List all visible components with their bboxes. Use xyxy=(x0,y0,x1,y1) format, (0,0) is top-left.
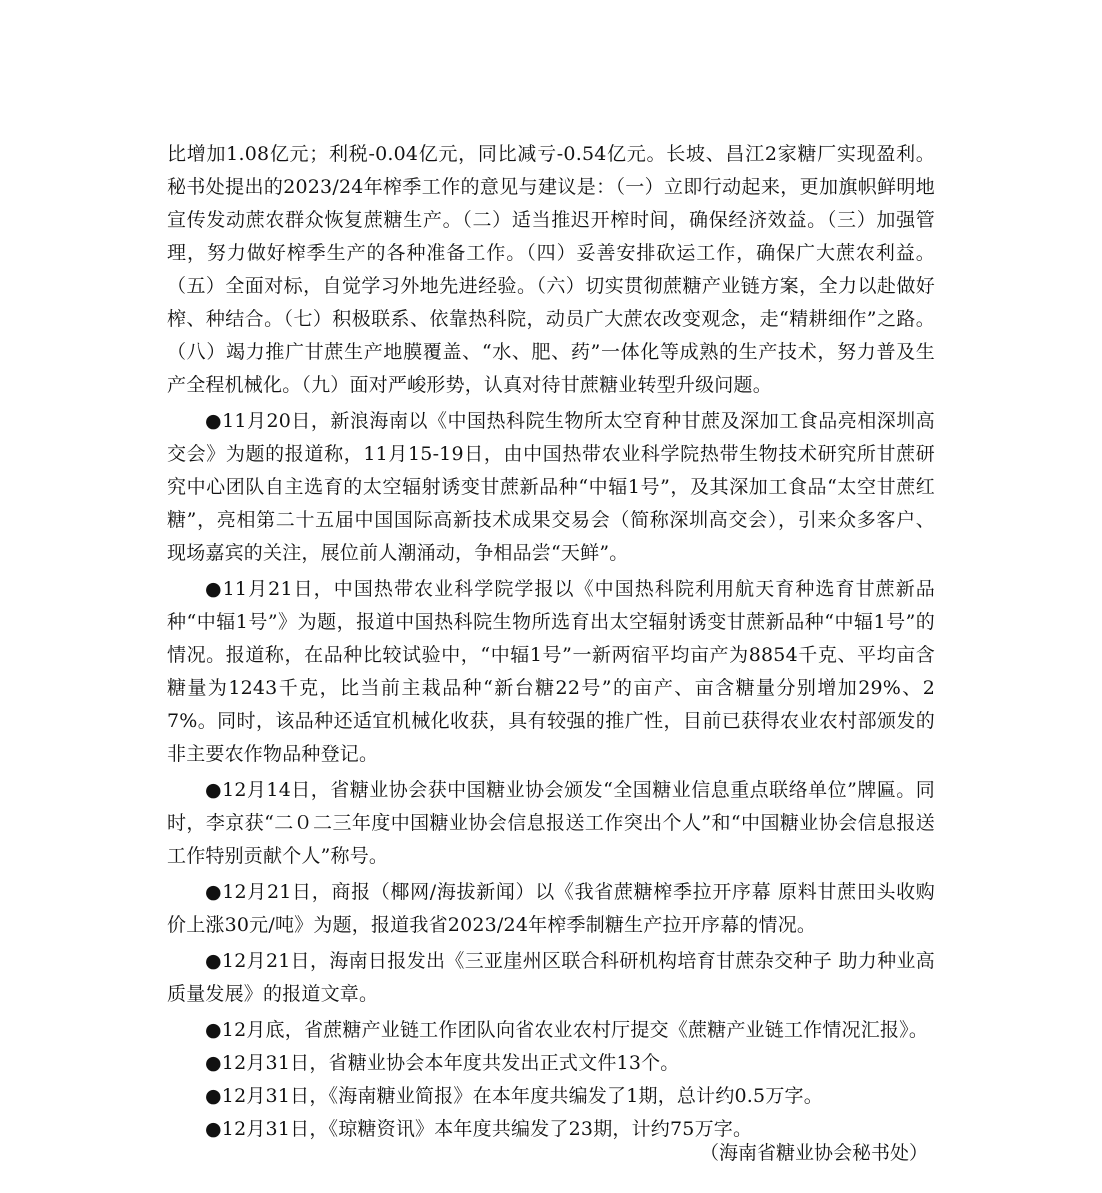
paragraph-nov-21: ●11月21日，中国热带农业科学院学报以《中国热科院利用航天育种选育甘蔗新品种“中辐1号”》为题，报道中国热科院生物所选育出太空辐射诱变甘蔗新品种“中辐1号”的情况。报道称，在品种比较试验中，“中辐1号”一新两宿平均亩产为8854千克、平均亩含糖量为1243千克，比当前主栽品种“新台糖22号”的亩产、亩含糖量分别增加29%、27%。同时，该品种还适宜机械化收获，具有较强的推广性，目前已获得农业农村部颁发的非主要农作物品种登记。 xyxy=(167,578,935,765)
paragraph-dec-31-info: ●12月31日，《琼糖资讯》本年度共编发了23期，计约75万字。 xyxy=(205,1118,753,1140)
paragraph-dec-21-hainan-daily: ●12月21日，海南日报发出《三亚崖州区联合科研机构培育甘蔗杂交种子 助力种业高质量发展》的报道文章。 xyxy=(167,950,935,1005)
paragraph-dec-31-documents: ●12月31日，省糖业协会本年度共发出正式文件13个。 xyxy=(205,1052,680,1074)
paragraph-dec-21-shangbao: ●12月21日，商报（椰网/海拔新闻）以《我省蔗糖榨季拉开序幕 原料甘蔗田头收购价上涨30元/吨》为题，报道我省2023/24年榨季制糖生产拉开序幕的情况。 xyxy=(167,881,935,936)
paragraph-nov-20: ●11月20日，新浪海南以《中国热科院生物所太空育种甘蔗及深加工食品亮相深圳高交会》为题的报道称，11月15-19日，由中国热带农业科学院热带生物技术研究所甘蔗研究中心团队自主选育的太空辐射诱变甘蔗新品种“中辐1号”，及其深加工食品“太空甘蔗红糖”，亮相第二十五届中国国际高新技术成果交易会（简称深圳高交会），引来众多客户、现场嘉宾的关注，展位前人潮涌动，争相品尝“天鲜”。 xyxy=(167,410,935,564)
signature-line: （海南省糖业协会秘书处） xyxy=(700,1142,929,1164)
paragraph-dec-14: ●12月14日，省糖业协会获中国糖业协会颁发“全国糖业信息重点联络单位”牌匾。同时，李京获“二０二三年度中国糖业协会信息报送工作突出个人”和“中国糖业协会信息报送工作特别贡献个人”称号。 xyxy=(167,779,935,867)
paragraph-dec-end: ●12月底，省蔗糖产业链工作团队向省农业农村厅提交《蔗糖产业链工作情况汇报》。 xyxy=(205,1019,929,1041)
paragraph-continuation: 比增加1.08亿元；利税-0.04亿元，同比减亏-0.54亿元。长坡、昌江2家糖厂实现盈利。秘书处提出的2023/24年榨季工作的意见与建议是：（一）立即行动起来，更加旗帜鲜明地宣传发动蔗农群众恢复蔗糖生产。（二）适当推迟开榨时间，确保经济效益。（三）加强管理，努力做好榨季生产的各种准备工作。（四）妥善安排砍运工作，确保广大蔗农利益。（五）全面对标，自觉学习外地先进经验。（六）切实贯彻蔗糖产业链方案，全力以赴做好榨、种结合。（七）积极联系、依靠热科院，动员广大蔗农改变观念，走“精耕细作”之路。（八）竭力推广甘蔗生产地膜覆盖、“水、肥、药”一体化等成熟的生产技术，努力普及生产全程机械化。（九）面对严峻形势，认真对待甘蔗糖业转型升级问题。 xyxy=(167,143,935,396)
document-body xyxy=(167,138,935,1146)
paragraph-dec-31-bulletin: ●12月31日，《海南糖业简报》在本年度共编发了1期，总计约0.5万字。 xyxy=(205,1085,823,1107)
